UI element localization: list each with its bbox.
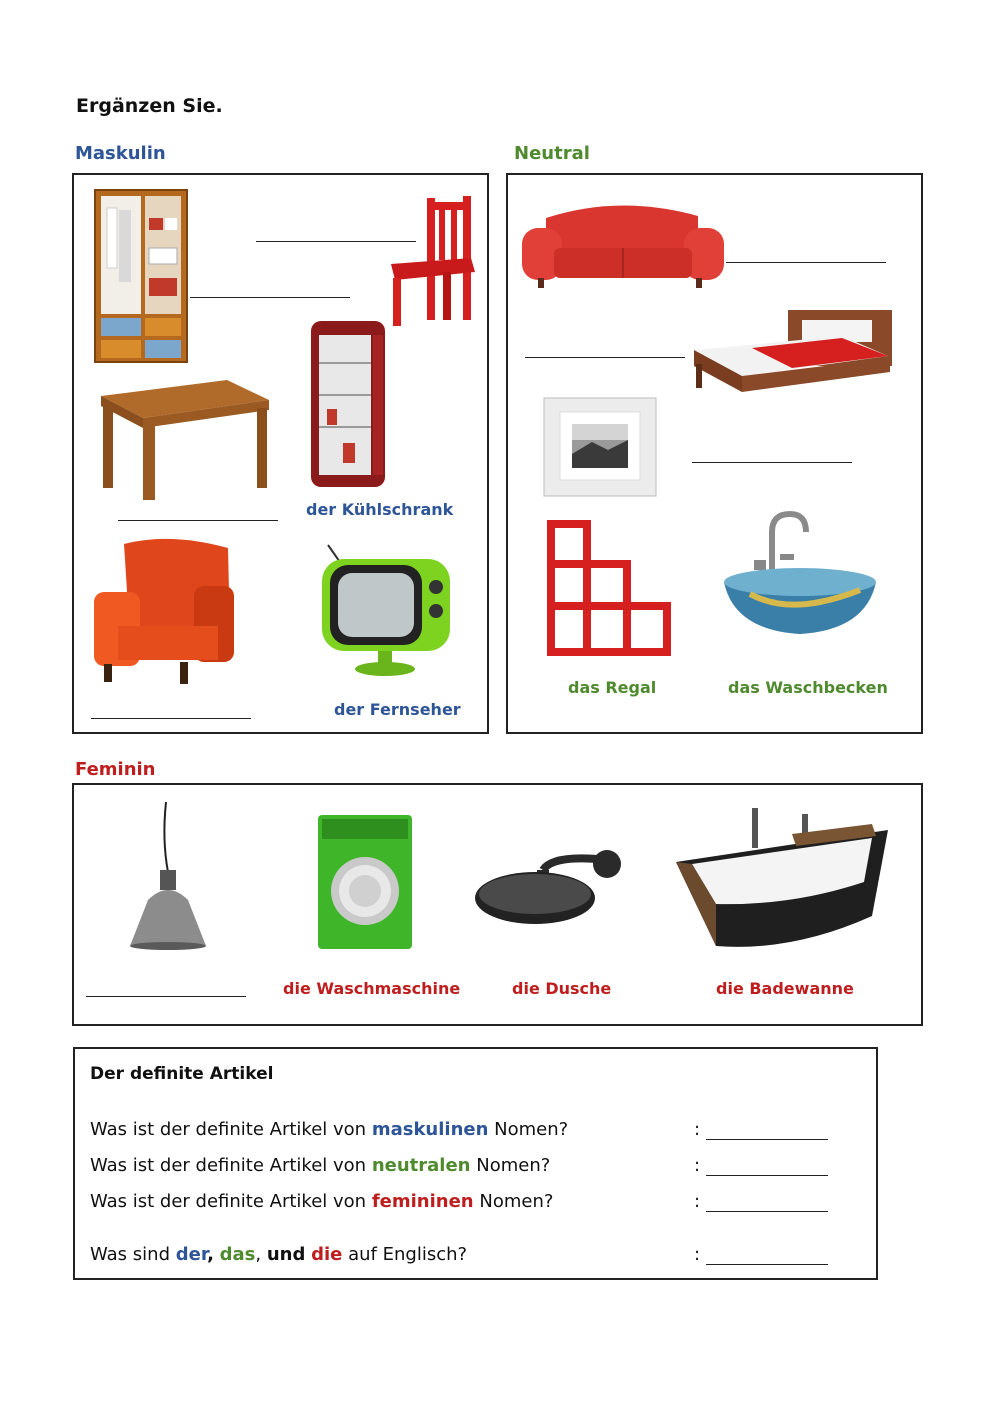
wardrobe-icon: [93, 188, 189, 366]
keyword-das: das: [219, 1244, 256, 1265]
label-fernseher: der Fernseher: [334, 700, 461, 719]
label-regal: das Regal: [568, 678, 657, 697]
question-text: auf Englisch?: [348, 1244, 468, 1265]
answer-colon: :: [694, 1155, 701, 1176]
keyword-und: und: [266, 1244, 306, 1265]
washing-machine-icon: [314, 811, 416, 953]
answer-blank: [86, 996, 246, 997]
maskulin-heading: Maskulin: [75, 143, 166, 164]
chair-icon: [387, 194, 479, 328]
question-text: Was ist der definite Artikel von: [90, 1191, 367, 1212]
answer-blank: [91, 718, 251, 719]
answer-blank: [706, 1175, 828, 1176]
question-text: Nomen?: [479, 1191, 554, 1212]
bed-icon: [692, 306, 894, 396]
neutral-heading: Neutral: [514, 143, 590, 164]
question-text: Nomen?: [476, 1155, 551, 1176]
feminin-heading: Feminin: [75, 759, 156, 780]
label-waschbecken: das Waschbecken: [728, 678, 888, 697]
lamp-icon: [126, 800, 212, 956]
keyword-femininen: femininen: [371, 1191, 474, 1212]
keyword-die: die: [311, 1244, 343, 1265]
question-neutral: [90, 1155, 550, 1176]
answer-blank: [118, 520, 278, 521]
article-box-title: Der definite Artikel: [90, 1064, 274, 1084]
question-text: Was ist der definite Artikel von: [90, 1119, 367, 1140]
question-maskulin: [90, 1119, 568, 1140]
sink-icon: [720, 510, 880, 642]
fridge-icon: [307, 319, 389, 491]
question-text: Was ist der definite Artikel von: [90, 1155, 367, 1176]
keyword-maskulinen: maskulinen: [371, 1119, 489, 1140]
keyword-neutralen: neutralen: [371, 1155, 471, 1176]
bathtub-icon: [672, 806, 894, 952]
picture-icon: [542, 396, 658, 498]
answer-colon: :: [694, 1191, 701, 1212]
answer-blank: [190, 297, 350, 298]
label-waschmaschine: die Waschmaschine: [283, 979, 461, 998]
keyword-der: der: [175, 1244, 208, 1265]
answer-blank: [692, 462, 852, 463]
page-title: Ergänzen Sie.: [76, 95, 223, 117]
answer-blank: [525, 357, 685, 358]
tv-icon: [316, 543, 454, 679]
sofa-icon: [520, 198, 726, 290]
shelf-icon: [545, 518, 673, 660]
answer-blank: [706, 1211, 828, 1212]
label-kuehlschrank: der Kühlschrank: [306, 500, 454, 519]
question-text: Nomen?: [494, 1119, 569, 1140]
comma: ,: [255, 1244, 262, 1265]
label-badewanne: die Badewanne: [716, 979, 854, 998]
label-dusche: die Dusche: [512, 979, 612, 998]
table-icon: [97, 378, 271, 502]
question-feminin: [90, 1191, 553, 1212]
question-text: Was sind: [90, 1244, 170, 1265]
answer-blank: [706, 1139, 828, 1140]
comma: ,: [207, 1244, 214, 1265]
answer-colon: :: [694, 1119, 701, 1140]
answer-blank: [706, 1264, 828, 1265]
answer-blank: [726, 262, 886, 263]
shower-icon: [473, 846, 625, 930]
question-englisch: [90, 1244, 467, 1265]
armchair-icon: [90, 534, 240, 686]
answer-colon: :: [694, 1244, 701, 1265]
